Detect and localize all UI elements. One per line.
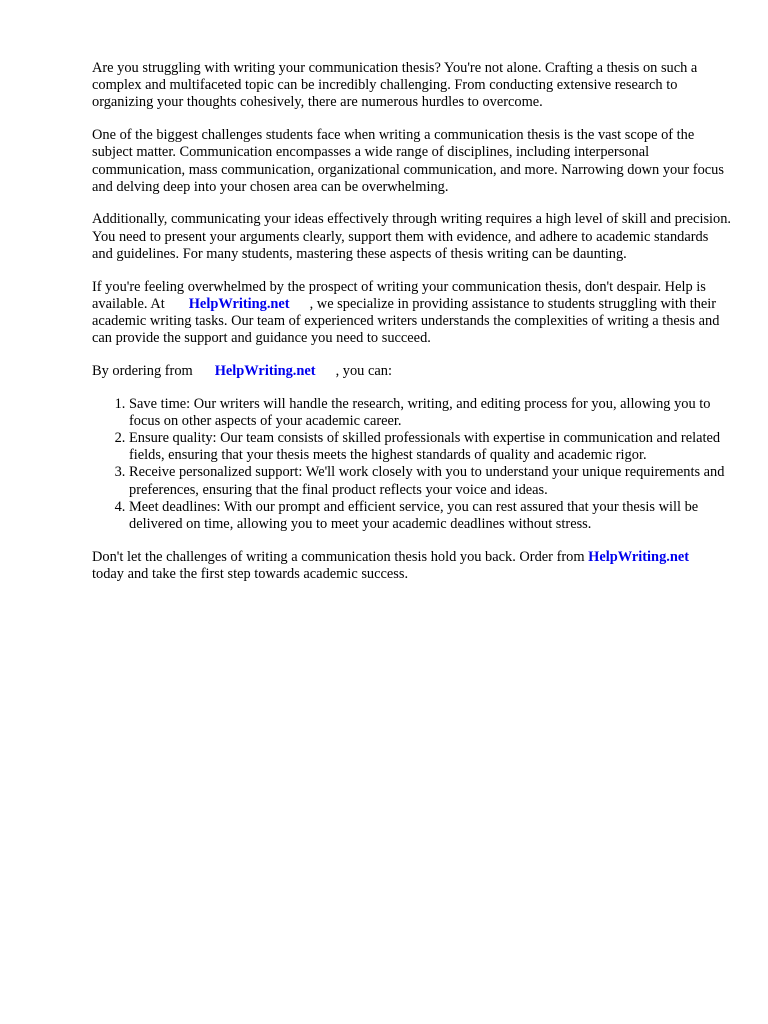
benefits-list [92,396,732,534]
helpwriting-link[interactable]: HelpWriting.net [188,295,290,312]
helpwriting-link[interactable]: HelpWriting.net [214,362,316,379]
list-item: 1. Save time: Our writers will handle the research, writing, and editing process for you, allowing you to focus on other aspects of your academic career. [129,396,732,430]
list-item: 3. Receive personalized support: We'll work closely with you to understand your unique requirements and preferences, ensuring that the final product reflects your voice and ideas. [129,464,732,498]
closing-paragraph-tail: today and take the first step towards academic success. [92,565,409,582]
ordering-paragraph-tail: , you can: [335,362,392,379]
ordering-paragraph [92,363,732,380]
closing-paragraph-lead: Don't let the challenges of writing a communication thesis hold you back. Order from [92,548,585,565]
document-body [92,60,732,599]
helpwriting-link[interactable]: HelpWriting.net [588,548,690,565]
help-paragraph-lead: If you're feeling overwhelmed by the prospect of writing your communication thesis, don't despair. Help is available. At [92,278,706,312]
challenges-paragraph: One of the biggest challenges students face when writing a communication thesis is the vast scope of the subject matter. Communication encompasses a wide range of disciplines, including interpersonal communication, mass communication, organizational communication, and more. Narrowing down your focus and delving deep into your chosen area can be overwhelming. [92,127,724,195]
closing-paragraph [92,549,732,583]
intro-paragraph: Are you struggling with writing your communication thesis? You're not alone. Crafting a thesis on such a complex and multifaceted topic can be incredibly challenging. From conducting extensive research to organizing your thoughts cohesively, there are numerous hurdles to overcome. [92,60,698,111]
help-paragraph [92,279,732,348]
list-item: 2. Ensure quality: Our team consists of skilled professionals with expertise in communication and related fields, ensuring that your thesis meets the highest standards of quality and academic rigor. [129,430,732,464]
ordering-paragraph-lead: By ordering from [92,362,193,379]
list-item: 4. Meet deadlines: With our prompt and efficient service, you can rest assured that your thesis will be delivered on time, allowing you to meet your academic deadlines without stress. [129,499,732,533]
skills-paragraph: Additionally, communicating your ideas effectively through writing requires a high level of skill and precision. You need to present your arguments clearly, support them with evidence, and adhere to academic standards and guidelines. For many students, mastering these aspects of thesis writing can be daunting. [92,211,732,262]
help-paragraph-tail: , we specialize in providing assistance to students struggling with their academic writing tasks. Our team of experienced writers understands the complexities of writing a thesis and can provide the support and guidance you need to succeed. [92,295,720,347]
